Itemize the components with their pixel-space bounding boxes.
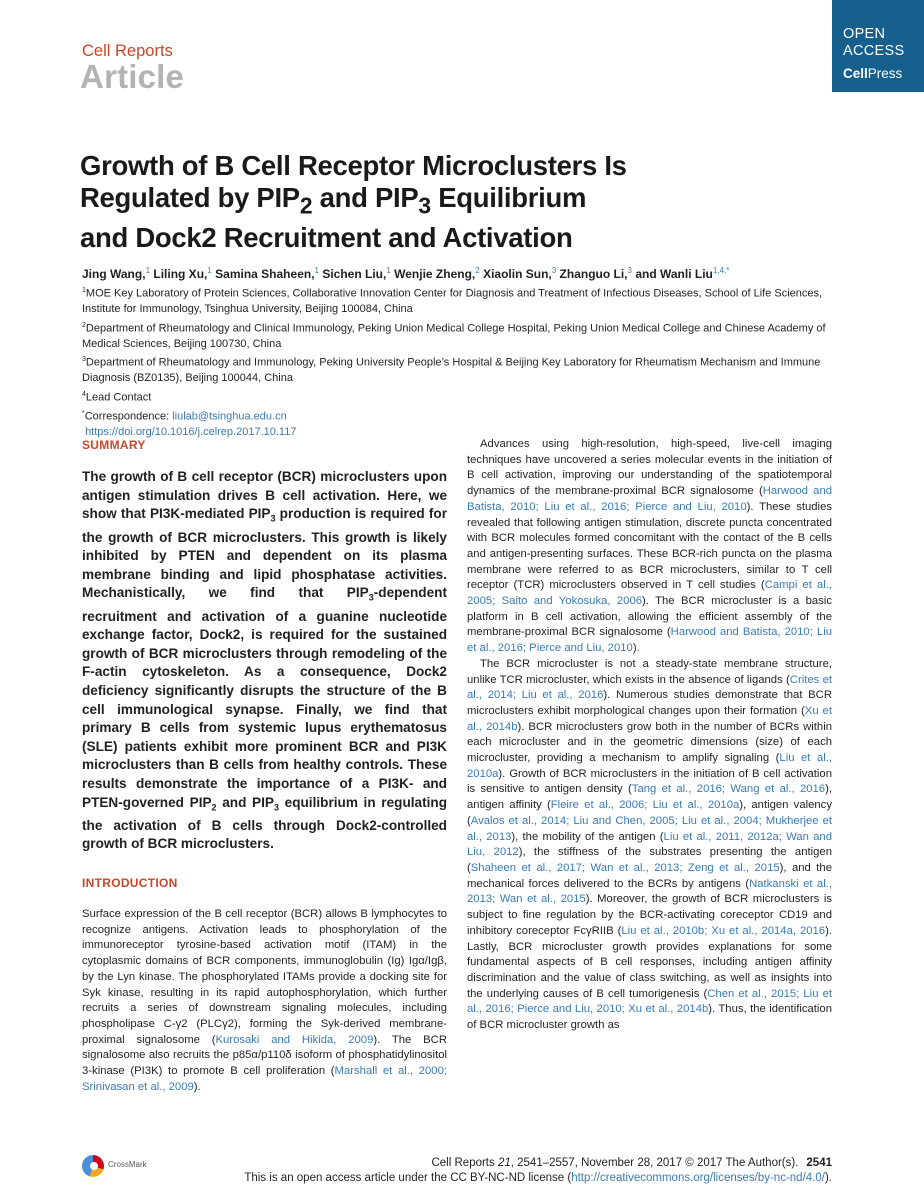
summary-text: The growth of B cell receptor (BCR) microclusters upon antigen stimulation drives B cell activation. Here, we show that PI3K-mediated $PIP_3$ production is required for the growth of BCR microclusters. This growth is likely inhibited by PTEN and dependent on its plasma membrane binding and lipid phosphatase activities. Mechanistically, we find that $PIP_3$-dependent recruitment and activation of a guanine nucleotide exchange factor, Dock2, is required for the sustained growth of BCR microclusters through remodeling of the F-actin cytoskeleton. As a consequence, Dock2 deficiency significantly disrupts the structure of the B cell immunological synapse. Finally, we find that primary B cells from systemic lupus erythematosus (SLE) patients exhibit more prominent BCR and PI3K microclusters than B cells from healthy controls. These results demonstrate the importance of a PI3K- and PTEN-governed $PIP_2$ and $PIP_3$ equilibrium in regulating the activation of B cells through Dock2-controlled growth of BCR microclusters.: [82, 469, 448, 852]
affiliation-1: $^1$MOE Key Laboratory of Protein Sciences, Collaborative Innovation Center for Diagnosis and Treatment of Infectious Diseases, School of Life Sciences, Institute for Immunology, Tsinghua University, Beijing 100084, China: [82, 287, 823, 316]
badge-open: OPEN: [843, 26, 886, 42]
citation-link[interactable]: Harwood and Batista, 2010; Liu et al., 2016; Pierce and Liu, 2010: [467, 485, 833, 513]
author-name: and Wanli Liu: [635, 267, 713, 281]
crossmark-logo[interactable]: [80, 1154, 190, 1180]
citation-link[interactable]: Xu et al., 2014b: [467, 704, 832, 733]
paragraph-text: ). These studies revealed that following antigen stimulation, discrete puncta concentrated with BCR molecules formed concomitant with the contact of the B cells and antigen-presenting surfaces. These BCR-rich puncta on the plasma membrane were referred to as BCR microclusters, similar to T cell receptor (TCR) microclusters observed in T cell studies (: [467, 500, 833, 592]
cellpress-logo: CellPress: [843, 66, 903, 81]
paragraph-text: ). Lastly, BCR microcluster growth provides explanations for some fundamental aspects of B cell responses, including antigen affinity discrimination and the value of class switching, as well as insights into the underlying causes of B cell tumorigenesis (: [467, 924, 832, 1000]
affiliations: [82, 283, 842, 441]
citation-link[interactable]: Crites et al., 2014; Liu et al., 2016: [467, 673, 832, 702]
paragraph-text: ). Growth of BCR microclusters in the initiation of B cell activation is sensitive to antigen density (: [467, 767, 832, 796]
right-column: [467, 437, 832, 1034]
author-affiliation-mark: 1,4,*: [712, 266, 730, 275]
author-name: Liling Xu,: [153, 267, 208, 281]
introduction-text: Surface expression of the B cell receptor (BCR) allows B lymphocytes to recognize antigens. Activation leads to phosphorylation of the immunoreceptor tyrosine-based activation motif (ITAM) in the cytoplasmic domains of BCR components, immunoglobulin (Ig) Igα/Igβ, by the Lyn kinase. The phosphorylated ITAMs provide a docking site for Syk kinase, resulting in its rapid autophosphorylation, which further recruits a series of downstream signaling molecules, including phospholipase C-γ2 (PLCγ2), forming the Syk-derived membrane-proximal signalosome (Kurosaki and Hikida, 2009). The BCR signalosome also recruits the p85α/p110δ isoform of phosphatidylinositol 3-kinase (PI3K) to promote B cell proliferation (Marshall et al., 2000; Srinivasan et al., 2009).: [82, 908, 448, 1093]
author-name: Zhanguo Li,: [559, 267, 628, 281]
paragraph-text: ).: [632, 642, 640, 655]
citation-link[interactable]: Liu et al., 2010a: [467, 752, 832, 780]
citation-link[interactable]: Fleire et al., 2006; Liu et al., 2010a: [550, 799, 740, 812]
paragraph-text: ), and the mechanical forces delivered to the BCRs by antigens (: [467, 861, 832, 890]
crossmark-icon: [82, 1155, 104, 1177]
author-affiliation-mark: 1: [207, 266, 212, 275]
email-link[interactable]: liulab@tsinghua.edu.cn: [172, 410, 287, 423]
article-type: Article: [80, 58, 185, 95]
paragraph-text: ). Thus, the identification of BCR microcluster growth as: [467, 1003, 832, 1032]
citation-link[interactable]: Avalos et al., 2014; Liu and Chen, 2005; Liu et al., 2004; Mukherjee et al., 2013: [467, 814, 832, 843]
author-name: Sichen Liu,: [322, 267, 387, 281]
citation-link[interactable]: Harwood and Batista, 2010; Liu et al., 2016; Pierce and Liu, 2010: [467, 626, 832, 655]
license-footer: This is an open access article under the CC BY-NC-ND license (http://creativecommons.org/licenses/by-nc-nd/4.0/).: [244, 1172, 832, 1184]
citation-link[interactable]: Campi et al., 2005; Saito and Yokosuka, 2006: [467, 579, 832, 608]
paragraph-text: ), the stiffness of the substrates presenting the antigen (: [467, 846, 832, 874]
paragraph-text: ), antigen affinity (: [467, 783, 833, 812]
paragraph-text: ). The BCR microcluster is a basic platform in B cell activation, allowing the efficient assembly of the membrane-proximal BCR signalosome (: [467, 595, 833, 639]
open-access-badge[interactable]: [832, 0, 924, 92]
paragraph-text: ). BCR microclusters grow both in the number of BCRs within each microcluster and in the geometric dimensions (size) of each microcluster, providing a mechanism to amplify signaling (: [467, 720, 832, 765]
crossmark-label: CrossMark: [108, 1160, 147, 1169]
license-link[interactable]: http://creativecommons.org/licenses/by-nc-nd/4.0/: [571, 1172, 825, 1184]
paragraph-text: The BCR microcluster is not a steady-state membrane structure, unlike TCR microcluster, which exists in the absence of ligands (: [467, 657, 832, 686]
journal-name: Cell Reports: [82, 42, 173, 60]
paragraph-text: ), antigen valency (: [467, 799, 832, 827]
article-title: Growth of B Cell Receptor Microclusters Is Regulated by $PIP_2$ and $PIP_3$ Equilibrium and Dock2 Recruitment and Activation: [80, 150, 627, 253]
paragraph-text: ). Numerous studies demonstrate that BCR microclusters exhibit morphological changes upon their formation (: [467, 689, 832, 717]
author-affiliation-mark: 3: [627, 266, 632, 275]
page-number: 2541: [806, 1157, 832, 1169]
author-list: [82, 266, 729, 281]
affiliation-2: $^2$Department of Rheumatology and Clinical Immunology, Peking Union Medical College Hospital, Peking Union Medical College and Chinese Academy of Medical Sciences, Beijing 100730, China: [82, 321, 826, 350]
author-name: Samina Shaheen,: [215, 267, 315, 281]
affiliation-3: $^3$Department of Rheumatology and Immunology, Peking University People’s Hospital & Beijing Key Laboratory for Rheumatism Mechanism and Immune Diagnosis (BZ0135), Beijing 100044, China: [82, 356, 821, 385]
author-affiliation-mark: 1: [386, 266, 391, 275]
correspondence: *Correspondence: liulab@tsinghua.edu.cn: [82, 410, 287, 423]
paragraph-text: ). Moreover, the growth of BCR microclusters is subject to fine regulation by the BCR-activating coreceptor CD19 and inhibitory coreceptor FcγRIIB (: [467, 893, 832, 937]
citation-link[interactable]: Marshall et al., 2000; Srinivasan et al., 2009: [82, 1065, 448, 1093]
paragraph-text: Advances using high-resolution, high-speed, live-cell imaging techniques have uncovered a series molecular events in the initiation of B cell activation, improving our understanding of the spatiotemporal dynamics of the membrane-proximal BCR signalosome (: [467, 438, 832, 498]
citation-link[interactable]: Chen et al., 2015; Liu et al., 2016; Pierce and Liu, 2010; Xu et al., 2014b: [467, 987, 832, 1016]
author-affiliation-mark: 3: [551, 266, 557, 275]
author-name: Xiaolin Sun,: [483, 267, 552, 281]
paragraph: [467, 437, 832, 657]
author-name: Jing Wang,: [82, 267, 146, 281]
summary-heading: SUMMARY: [82, 438, 146, 452]
citation-footer: Cell Reports 21, 2541–2557, November 28, 2017 © 2017 The Author(s). 2541: [431, 1157, 832, 1169]
citation-link[interactable]: Tang et al., 2016; Wang et al., 2016: [631, 783, 826, 796]
citation-link[interactable]: Shaheen et al., 2017; Wan et al., 2013; Zeng et al., 2015: [470, 861, 780, 874]
citation-link[interactable]: Liu et al., 2011, 2012a; Wan and Liu, 2012: [467, 830, 832, 859]
author-name: Wenjie Zheng,: [394, 267, 476, 281]
author-affiliation-mark: 1: [145, 266, 151, 275]
paragraph: [467, 657, 832, 1034]
citation-link[interactable]: Liu et al., 2010b; Xu et al., 2014a, 2016: [621, 924, 826, 937]
author-affiliation-mark: 2: [475, 266, 480, 275]
citation-link[interactable]: Natkanski et al., 2013; Wan et al., 2015: [467, 877, 832, 906]
badge-access: ACCESS: [843, 43, 905, 59]
lead-contact: $^4$Lead Contact: [82, 390, 152, 404]
author-affiliation-mark: 1: [314, 266, 319, 275]
doi-link[interactable]: https://doi.org/10.1016/j.celrep.2017.10.117: [85, 426, 297, 439]
paragraph-text: ), the mobility of the antigen (: [511, 830, 664, 843]
citation-link[interactable]: Kurosaki and Hikida, 2009: [215, 1033, 374, 1046]
introduction-heading: INTRODUCTION: [82, 876, 178, 890]
